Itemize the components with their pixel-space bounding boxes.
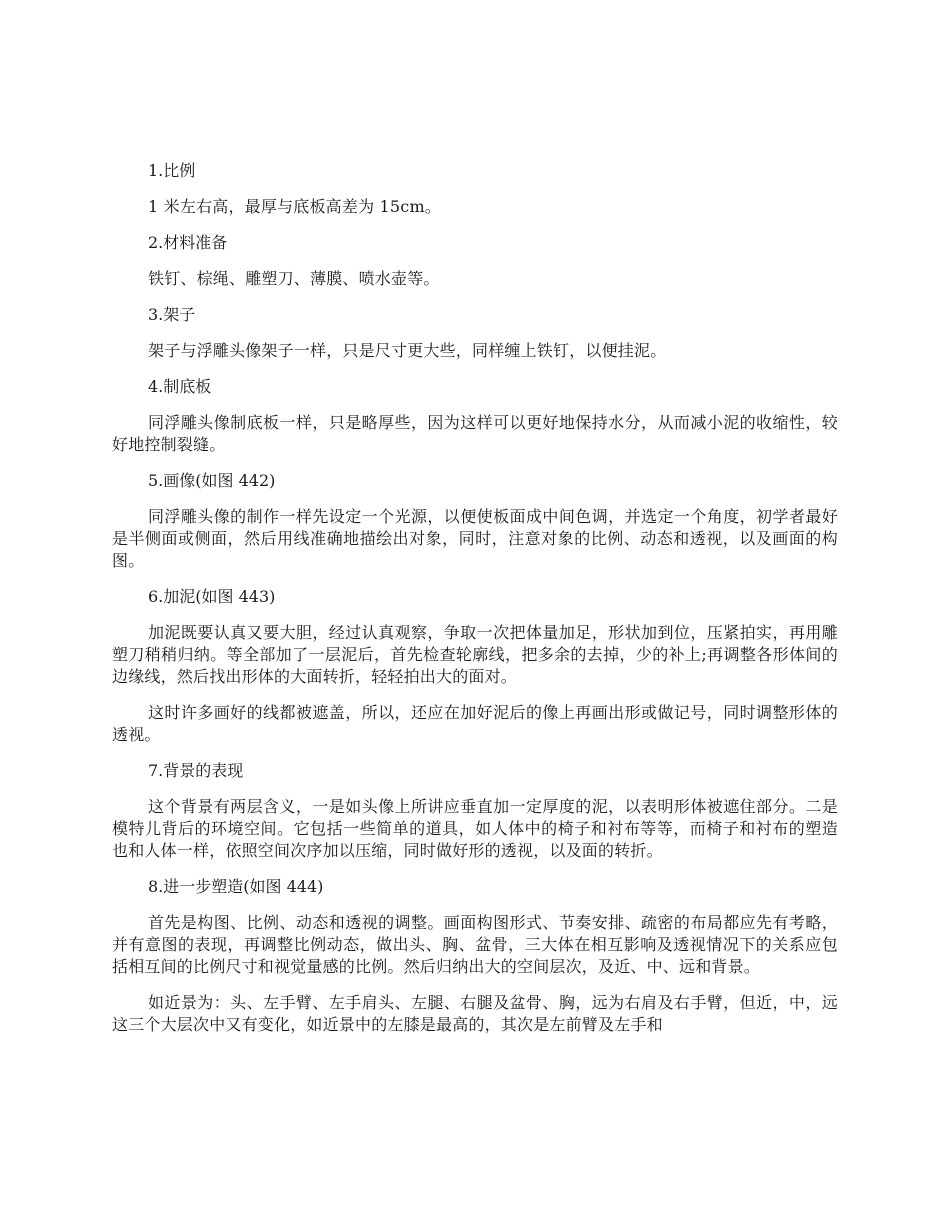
document-body	[112, 160, 838, 1050]
section-heading-background: 7.背景的表现	[148, 761, 244, 780]
section-heading-drawing: 5.画像(如图 442)	[148, 471, 276, 490]
section-heading-materials: 2.材料准备	[148, 233, 228, 252]
section-heading-further-modeling: 8.进一步塑造(如图 444)	[148, 877, 324, 896]
paragraph-proportion: 1 米左右高，最厚与底板高差为 15cm。	[148, 197, 442, 216]
section-heading-frame: 3.架子	[148, 305, 196, 324]
section-heading-proportion: 1.比例	[148, 161, 196, 180]
paragraph-drawing: 同浮雕头像的制作一样先设定一个光源，以便使板面成中间色调，并选定一个角度，初学者最好是半侧面或侧面，然后用线准确地描绘出对象，同时，注意对象的比例、动态和透视，以及画面的构图。	[112, 507, 838, 570]
paragraph-materials: 铁钉、棕绳、雕塑刀、薄膜、喷水壶等。	[148, 269, 440, 288]
section-heading-base-board: 4.制底板	[148, 377, 212, 396]
paragraph-further-modeling-1: 首先是构图、比例、动态和透视的调整。画面构图形式、节奏安排、疏密的布局都应先有考略，并有意图的表现，再调整比例动态，做出头、胸、盆骨，三大体在相互影响及透视情况下的关系应包括相互间的比例尺寸和视觉量感的比例。然后归纳出大的空间层次，及近、中、远和背景。	[112, 913, 838, 976]
paragraph-further-modeling-2: 如近景为：头、左手臂、左手肩头、左腿、右腿及盆骨、胸，远为右肩及右手臂，但近，中，远这三个大层次中又有变化，如近景中的左膝是最高的，其次是左前臂及左手和	[112, 993, 838, 1034]
paragraph-background: 这个背景有两层含义，一是如头像上所讲应垂直加一定厚度的泥，以表明形体被遮住部分。二是模特儿背后的环境空间。它包括一些简单的道具，如人体中的椅子和衬布等等，而椅子和衬布的塑造也和人体一样，依照空间次序加以压缩，同时做好形的透视，以及面的转折。	[112, 797, 838, 860]
paragraph-adding-clay-2: 这时许多画好的线都被遮盖，所以，还应在加好泥后的像上再画出形或做记号，同时调整形体的透视。	[112, 703, 838, 744]
paragraph-base-board: 同浮雕头像制底板一样，只是略厚些，因为这样可以更好地保持水分，从而减小泥的收缩性，较好地控制裂缝。	[112, 413, 838, 454]
paragraph-adding-clay-1: 加泥既要认真又要大胆，经过认真观察，争取一次把体量加足，形状加到位，压紧拍实，再用雕塑刀稍稍归纳。等全部加了一层泥后，首先检查轮廓线，把多余的去掉，少的补上;再调整各形体间的边缘线，然后找出形体的大面转折，轻轻拍出大的面对。	[112, 623, 838, 686]
section-heading-adding-clay: 6.加泥(如图 443)	[148, 587, 276, 606]
paragraph-frame: 架子与浮雕头像架子一样，只是尺寸更大些，同样缠上铁钉，以便挂泥。	[148, 341, 667, 360]
